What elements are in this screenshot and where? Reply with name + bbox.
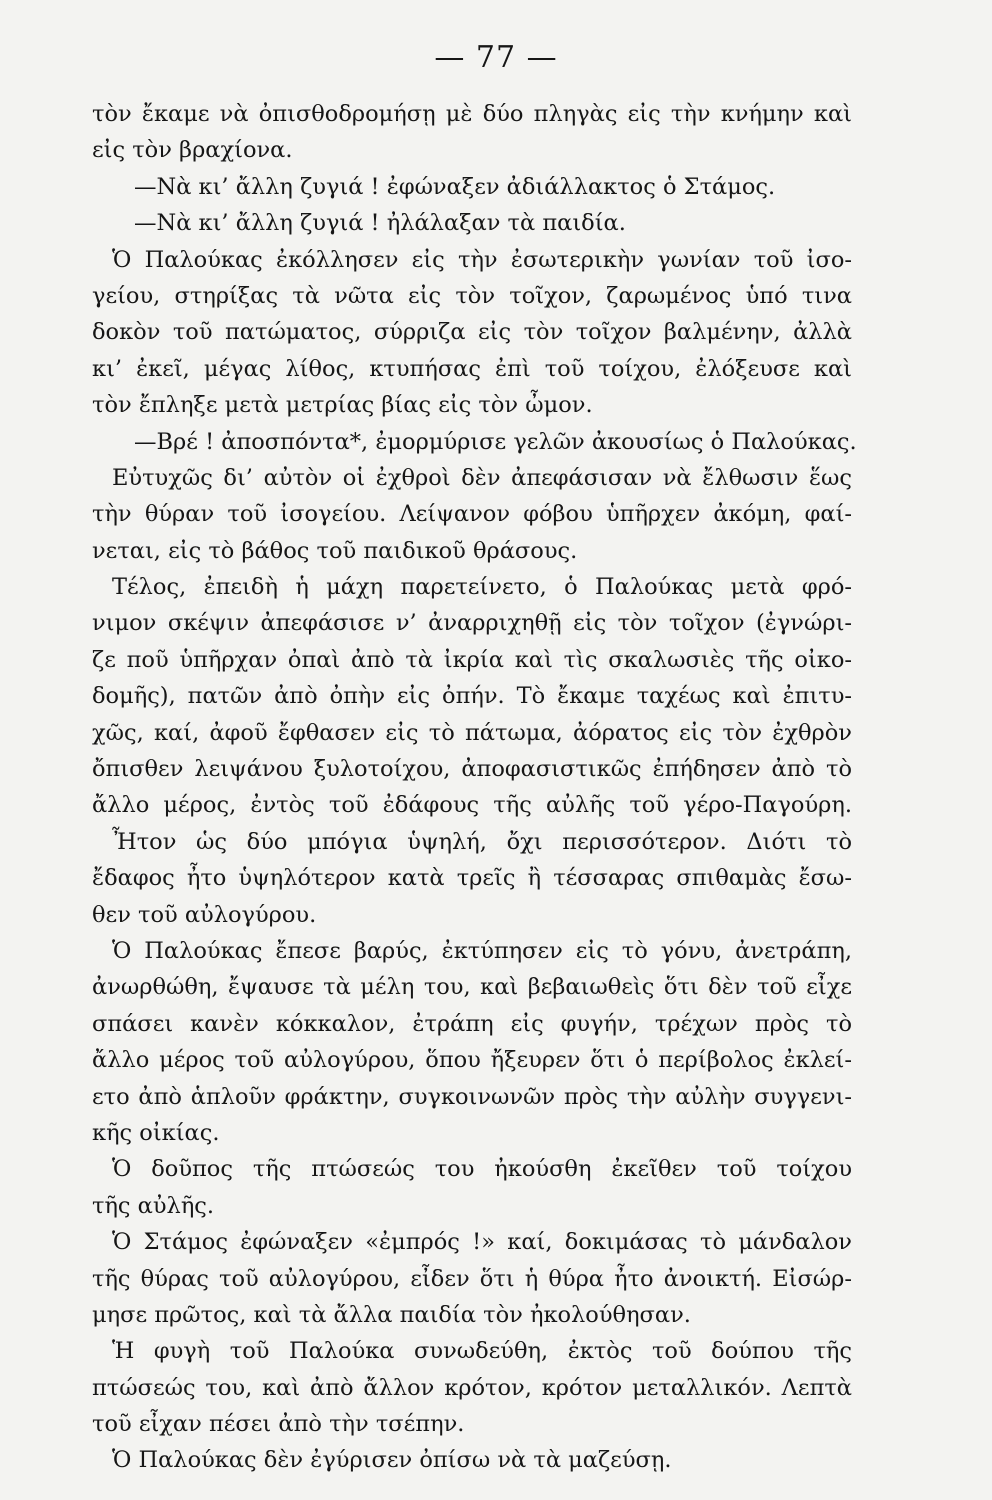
text-line: μησε πρῶτος, καὶ τὰ ἄλλα παιδία τὸν ἠκολούθησαν. bbox=[92, 1301, 691, 1328]
text-line: γείου, στηρίξας τὰ νῶτα εἰς τὸν τοῖχον, ζαρωμένος ὑπό τινα bbox=[92, 282, 852, 309]
text-line: τῆς θύρας τοῦ αὐλογύρου, εἶδεν ὅτι ἡ θύρα ἦτο ἀνοικτή. Εἰσώρ- bbox=[92, 1265, 852, 1292]
text-line: —Βρέ ! ἀποσπόντα*, ἐμορμύρισε γελῶν ἀκουσίως ὁ Παλούκας. bbox=[134, 428, 857, 455]
text-line: τὸν ἔπληξε μετὰ μετρίας βίας εἰς τὸν ὦμον. bbox=[92, 392, 593, 419]
text-line: ὄπισθεν λειψάνου ξυλοτοίχου, ἀποφασιστικῶς ἐπήδησεν ἀπὸ τὸ bbox=[92, 756, 852, 783]
text-line: Εὐτυχῶς δι’ αὐτὸν οἱ ἐχθροὶ δὲν ἀπεφάσισαν νὰ ἔλθωσιν ἕως bbox=[112, 464, 852, 491]
text-line: δοκὸν τοῦ πατώματος, σύρριζα εἰς τὸν τοῖχον βαλμένην, ἀλλὰ bbox=[92, 319, 852, 346]
text-line: ἄλλο μέρος, ἐντὸς τοῦ ἐδάφους τῆς αὐλῆς τοῦ γέρο-Παγούρη. bbox=[92, 792, 852, 819]
text-line: Ἡ φυγὴ τοῦ Παλούκα συνωδεύθη, ἐκτὸς τοῦ δούπου τῆς bbox=[112, 1338, 852, 1365]
text-line: Ὁ Παλούκας ἔπεσε βαρύς, ἐκτύπησεν εἰς τὸ γόνυ, ἀνετράπη, bbox=[112, 937, 852, 964]
text-line: κῆς οἰκίας. bbox=[92, 1119, 220, 1146]
text-line: σπάσει κανὲν κόκκαλον, ἐτράπη εἰς φυγήν, τρέχων πρὸς τὸ bbox=[92, 1010, 852, 1037]
text-line: νεται, εἰς τὸ βάθος τοῦ παιδικοῦ θράσους. bbox=[92, 537, 578, 564]
text-line: τὴν θύραν τοῦ ἰσογείου. Λείψανον φόβου ὑπῆρχεν ἀκόμη, φαί- bbox=[92, 501, 852, 528]
text-line: εἰς τὸν βραχίονα. bbox=[92, 137, 293, 164]
text-line: Ὁ δοῦπος τῆς πτώσεώς του ἠκούσθη ἐκεῖθεν τοῦ τοίχου bbox=[112, 1156, 852, 1183]
text-line: χῶς, καί, ἀφοῦ ἔφθασεν εἰς τὸ πάτωμα, ἀόρατος εἰς τὸν ἐχθρὸν bbox=[92, 719, 852, 746]
text-line: —Νὰ κι’ ἄλλη ζυγιά ! ἐφώναξεν ἀδιάλλακτος ὁ Στάμος. bbox=[134, 173, 776, 200]
text-line: ετο ἀπὸ ἁπλοῦν φράκτην, συγκοινωνῶν πρὸς τὴν αὐλὴν συγγενι- bbox=[92, 1083, 852, 1110]
text-line: τοῦ εἶχαν πέσει ἀπὸ τὴν τσέπην. bbox=[92, 1411, 465, 1438]
text-line: θεν τοῦ αὐλογύρου. bbox=[92, 901, 317, 928]
text-line: ἔδαφος ἦτο ὑψηλότερον κατὰ τρεῖς ἢ τέσσαρας σπιθαμὰς ἔσω- bbox=[92, 865, 852, 892]
text-line: πτώσεώς του, καὶ ἀπὸ ἄλλον κρότον, κρότον μεταλλικόν. Λεπτὰ bbox=[92, 1374, 852, 1401]
text-line: δομῆς), πατῶν ἀπὸ ὀπὴν εἰς ὀπήν. Τὸ ἔκαμε ταχέως καὶ ἐπιτυ- bbox=[92, 683, 852, 710]
text-line: νιμον σκέψιν ἀπεφάσισε ν’ ἀναρριχηθῇ εἰς τὸν τοῖχον (ἐγνώρι- bbox=[92, 610, 852, 637]
text-line: ἄλλο μέρος τοῦ αὐλογύρου, ὅπου ἤξευρεν ὅτι ὁ περίβολος ἐκλεί- bbox=[92, 1047, 852, 1074]
text-line: κι’ ἐκεῖ, μέγας λίθος, κτυπήσας ἐπὶ τοῦ τοίχου, ἐλόξευσε καὶ bbox=[92, 355, 852, 382]
text-line: Ὁ Παλούκας δὲν ἐγύρισεν ὀπίσω νὰ τὰ μαζεύσῃ. bbox=[112, 1447, 672, 1474]
text-line: Ἦτον ὡς δύο μπόγια ὑψηλή, ὄχι περισσότερον. Διότι τὸ bbox=[112, 828, 852, 855]
text-line: τῆς αὐλῆς. bbox=[92, 1192, 215, 1219]
text-line: —Νὰ κι’ ἄλλη ζυγιά ! ἠλάλαξαν τὰ παιδία. bbox=[134, 210, 626, 237]
text-line: ἀνωρθώθη, ἔψαυσε τὰ μέλη του, καὶ βεβαιωθεὶς ὅτι δὲν τοῦ εἶχε bbox=[92, 974, 852, 1001]
text-line: Τέλος, ἐπειδὴ ἡ μάχη παρετείνετο, ὁ Παλούκας μετὰ φρό- bbox=[112, 574, 852, 601]
text-line: Ὁ Παλούκας ἐκόλλησεν εἰς τὴν ἐσωτερικὴν γωνίαν τοῦ ἰσο- bbox=[112, 246, 852, 273]
text-line: τὸν ἔκαμε νὰ ὀπισθοδρομήσῃ μὲ δύο πληγὰς εἰς τὴν κνήμην καὶ bbox=[92, 101, 852, 127]
text-line: Ὁ Στάμος ἐφώναξεν «ἐμπρός !» καί, δοκιμάσας τὸ μάνδαλον bbox=[112, 1229, 852, 1256]
body-text bbox=[92, 96, 857, 1479]
text-line: ζε ποῦ ὑπῆρχαν ὀπαὶ ἀπὸ τὰ ἰκρία καὶ τὶς σκαλωσιὲς τῆς οἰκο- bbox=[92, 646, 852, 673]
page-number: — 77 — bbox=[434, 40, 558, 75]
